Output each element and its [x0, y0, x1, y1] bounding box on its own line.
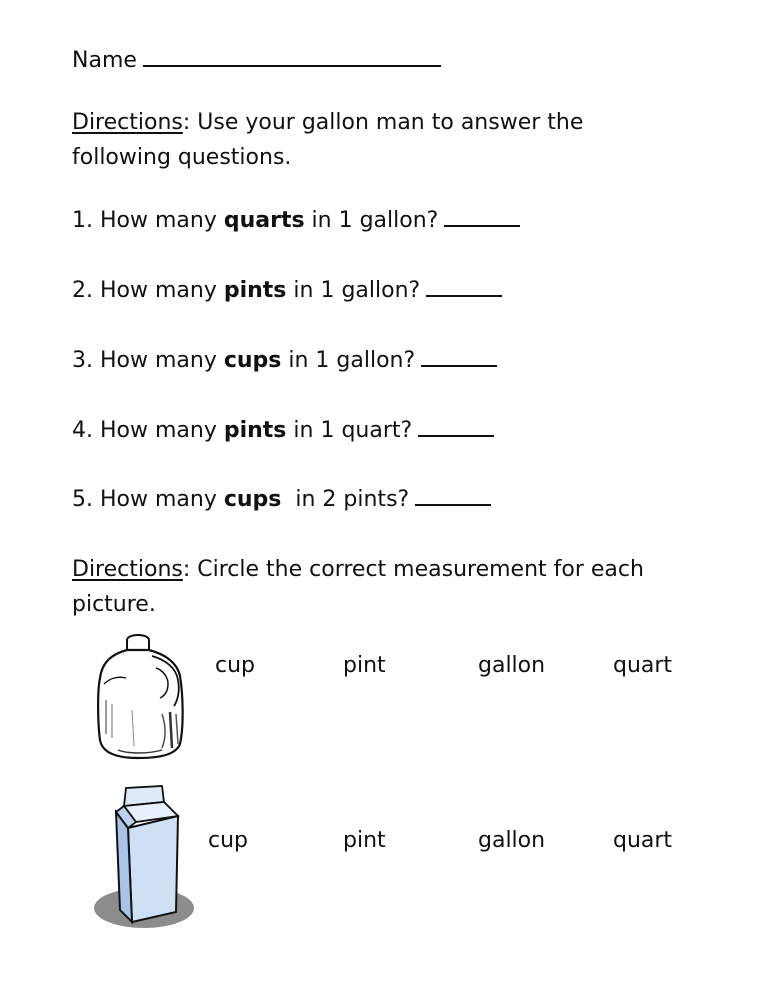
row1-option-gallon[interactable]: gallon	[478, 653, 546, 678]
row1-option-quart[interactable]: quart	[613, 653, 673, 678]
question-3-prefix: 3. How many	[72, 348, 224, 373]
question-1-keyword: quarts	[223, 208, 305, 233]
row1-option-cup[interactable]: cup	[215, 653, 256, 678]
question-1-suffix: in 1 gallon?	[304, 208, 439, 233]
question-4-prefix: 4. How many	[72, 418, 224, 443]
directions-2-text: : Circle the correct measurement for each	[182, 557, 644, 582]
name-label: Name	[72, 48, 137, 73]
row2-option-gallon[interactable]: gallon	[478, 828, 546, 853]
milk-jug-icon	[92, 630, 190, 762]
question-2-prefix: 2. How many	[72, 278, 224, 303]
question-4	[72, 418, 494, 443]
directions-2-line2: picture.	[72, 592, 156, 617]
question-4-keyword: pints	[223, 418, 287, 443]
question-2	[72, 278, 502, 303]
milk-carton-icon	[92, 782, 198, 932]
name-line	[72, 48, 441, 73]
directions-1-line2: following questions.	[72, 145, 292, 170]
question-5	[72, 487, 491, 512]
answer-blank-3[interactable]	[421, 364, 497, 367]
question-2-suffix: in 1 gallon?	[286, 278, 421, 303]
directions-1-line1	[72, 110, 583, 135]
question-3	[72, 348, 497, 373]
question-3-keyword: cups	[223, 348, 282, 373]
row2-option-pint[interactable]: pint	[343, 828, 386, 853]
row1-option-pint[interactable]: pint	[343, 653, 386, 678]
question-3-suffix: in 1 gallon?	[281, 348, 416, 373]
directions-2-line1	[72, 557, 644, 582]
directions-1-label: Directions	[72, 110, 183, 135]
answer-blank-4[interactable]	[418, 434, 494, 437]
answer-blank-2[interactable]	[426, 294, 502, 297]
answer-blank-5[interactable]	[415, 503, 491, 506]
row2-option-quart[interactable]: quart	[613, 828, 673, 853]
row2-option-cup[interactable]: cup	[208, 828, 249, 853]
question-5-suffix: in 2 pints?	[281, 487, 410, 512]
question-1-prefix: 1. How many	[72, 208, 224, 233]
question-2-keyword: pints	[223, 278, 287, 303]
question-5-keyword: cups	[223, 487, 282, 512]
answer-blank-1[interactable]	[444, 224, 520, 227]
question-5-prefix: 5. How many	[72, 487, 224, 512]
directions-2-label: Directions	[72, 557, 183, 582]
directions-1-text: : Use your gallon man to answer the	[182, 110, 584, 135]
question-4-suffix: in 1 quart?	[286, 418, 413, 443]
name-blank[interactable]	[143, 64, 441, 67]
question-1	[72, 208, 520, 233]
